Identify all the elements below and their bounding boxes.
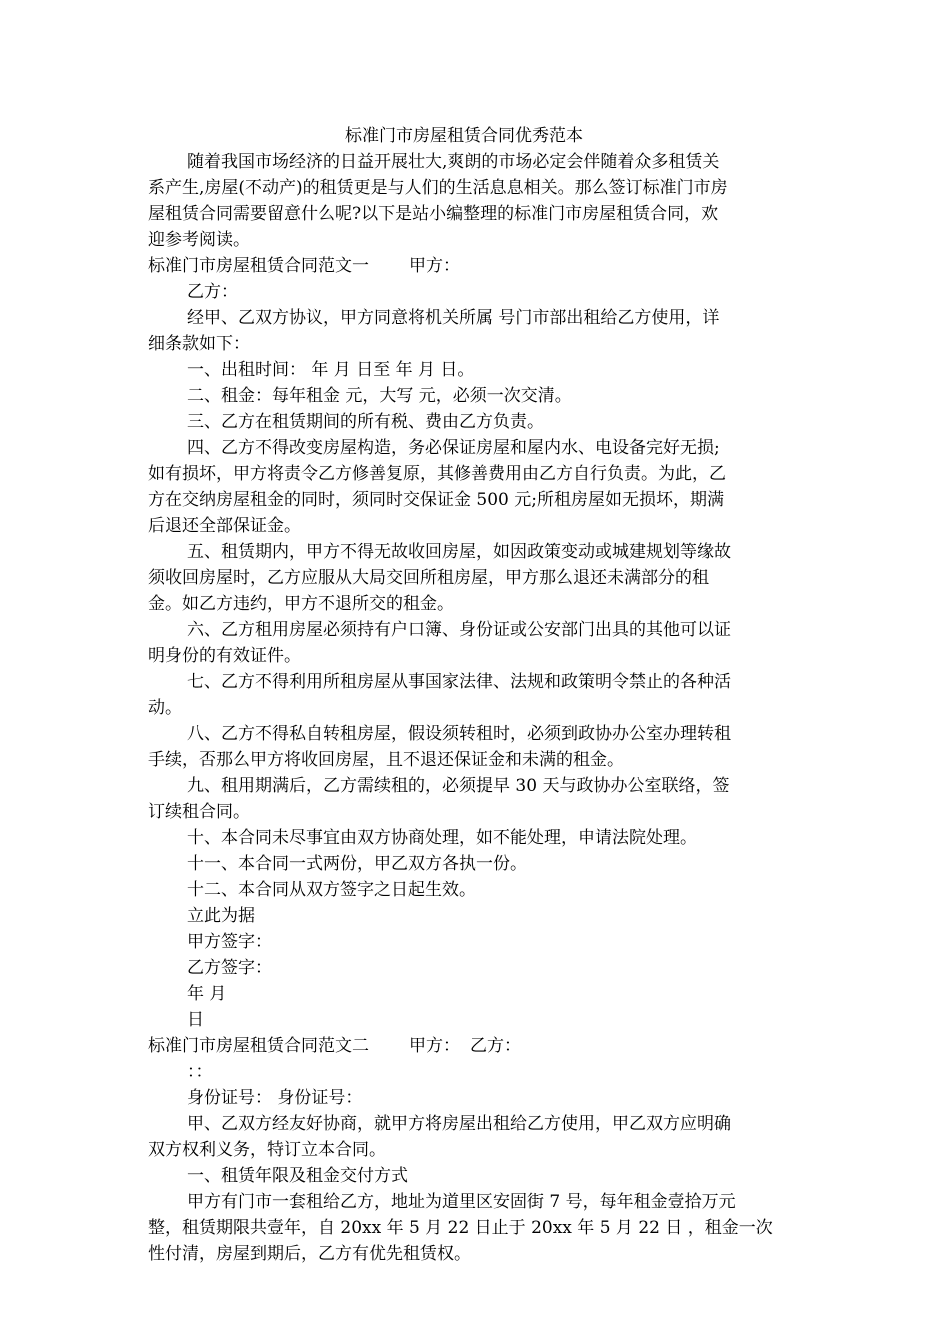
clause-line: 十一、本合同一式两份，甲乙双方各执一份。 (187, 854, 527, 874)
clause-line: 金。如乙方违约，甲方不退所交的租金。 (148, 594, 454, 614)
party-b-label: 乙方： (470, 1036, 521, 1056)
clause-line: 四、乙方不得改变房屋构造，务必保证房屋和屋内水、电设备完好无损; (187, 438, 720, 458)
section-heading-2 (148, 1034, 521, 1058)
intro-line: 随着我国市场经济的日益开展壮大,爽朗的市场必定会伴随着众多租赁关 (187, 152, 720, 172)
document-title: 标准门市房屋租赁合同优秀范本 (345, 126, 583, 146)
colon-line: ：： (187, 1062, 213, 1082)
clause-line: 十二、本合同从双方签字之日起生效。 (187, 880, 476, 900)
section-heading-1-name: 标准门市房屋租赁合同范文一 (148, 256, 369, 276)
clause-line: 动。 (148, 698, 182, 718)
closing-line: 立此为据 (187, 906, 255, 926)
clause-line: 甲、乙双方经友好协商，就甲方将房屋出租给乙方使用，甲乙双方应明确 (187, 1114, 731, 1134)
intro-line: 屋租赁合同需要留意什么呢?以下是站小编整理的标准门市房屋租赁合同，欢 (148, 204, 719, 224)
clause-line: 三、乙方在租赁期间的所有税、费由乙方负责。 (187, 412, 544, 432)
clause-line: 经甲、乙双方协议，甲方同意将机关所属 号门市部出租给乙方使用，详 (187, 308, 720, 328)
clause-line: 九、租用期满后，乙方需续租的，必须提早 30 天与政协办公室联络，签 (187, 776, 730, 796)
clause-line: 须收回房屋时，乙方应服从大局交回所租房屋，甲方那么退还未满部分的租 (148, 568, 709, 588)
clause-line: 五、租赁期内，甲方不得无故收回房屋，如因政策变动或城建规划等缘故 (187, 542, 731, 562)
clause-line: 六、乙方租用房屋必须持有户口簿、身份证或公安部门出具的其他可以证 (187, 620, 731, 640)
date-line: 年 月 (187, 984, 227, 1004)
clause-line: 细条款如下： (148, 334, 250, 354)
clause-line: 性付清，房屋到期后，乙方有优先租赁权。 (148, 1244, 471, 1264)
clause-line: 订续租合同。 (148, 802, 250, 822)
intro-line: 迎参考阅读。 (148, 230, 250, 250)
party-b-signature-label: 乙方签字： (187, 958, 272, 978)
clause-line: 手续，否那么甲方将收回房屋，且不退还保证金和未满的租金。 (148, 750, 624, 770)
party-a-signature-label: 甲方签字： (187, 932, 272, 952)
clause-line: 甲方有门市一套租给乙方，地址为道里区安固街 7 号，每年租金壹拾万元 (187, 1192, 736, 1212)
clause-line: 整，租赁期限共壹年，自 20xx 年 5 月 22 日止于 20xx 年 5 月 22 日 ，租金一次 (148, 1218, 773, 1238)
section-heading-1 (148, 254, 460, 278)
section-heading-2-name: 标准门市房屋租赁合同范文二 (148, 1036, 369, 1056)
clause-line: 后退还全部保证金。 (148, 516, 301, 536)
clause-line: 八、乙方不得私自转租房屋，假设须转租时，必须到政协办公室办理转租 (187, 724, 731, 744)
clause-line: 一、出租时间： 年 月 日至 年 月 日。 (187, 360, 475, 380)
clause-line: 七、乙方不得利用所租房屋从事国家法律、法规和政策明令禁止的各种活 (187, 672, 731, 692)
party-a-label: 甲方： (409, 256, 460, 276)
clause-line: 十、本合同未尽事宜由双方协商处理，如不能处理，申请法院处理。 (187, 828, 697, 848)
clause-line: 方在交纳房屋租金的同时，须同时交保证金 500 元;所租房屋如无损坏，期满 (148, 490, 724, 510)
clause-line: 双方权利义务，特订立本合同。 (148, 1140, 386, 1160)
id-number-line: 身份证号： 身份证号： (187, 1088, 363, 1108)
clause-line: 明身份的有效证件。 (148, 646, 301, 666)
party-a-label: 甲方： (409, 1036, 460, 1056)
party-b-label: 乙方： (187, 282, 238, 302)
date-line: 日 (187, 1010, 204, 1030)
clause-heading: 一、租赁年限及租金交付方式 (187, 1166, 408, 1186)
intro-line: 系产生,房屋(不动产)的租赁更是与人们的生活息息相关。那么签订标准门市房 (148, 178, 728, 198)
clause-line: 如有损坏，甲方将责令乙方修善复原，其修善费用由乙方自行负责。为此，乙 (148, 464, 726, 484)
clause-line: 二、租金：每年租金 元，大写 元，必须一次交清。 (187, 386, 572, 406)
